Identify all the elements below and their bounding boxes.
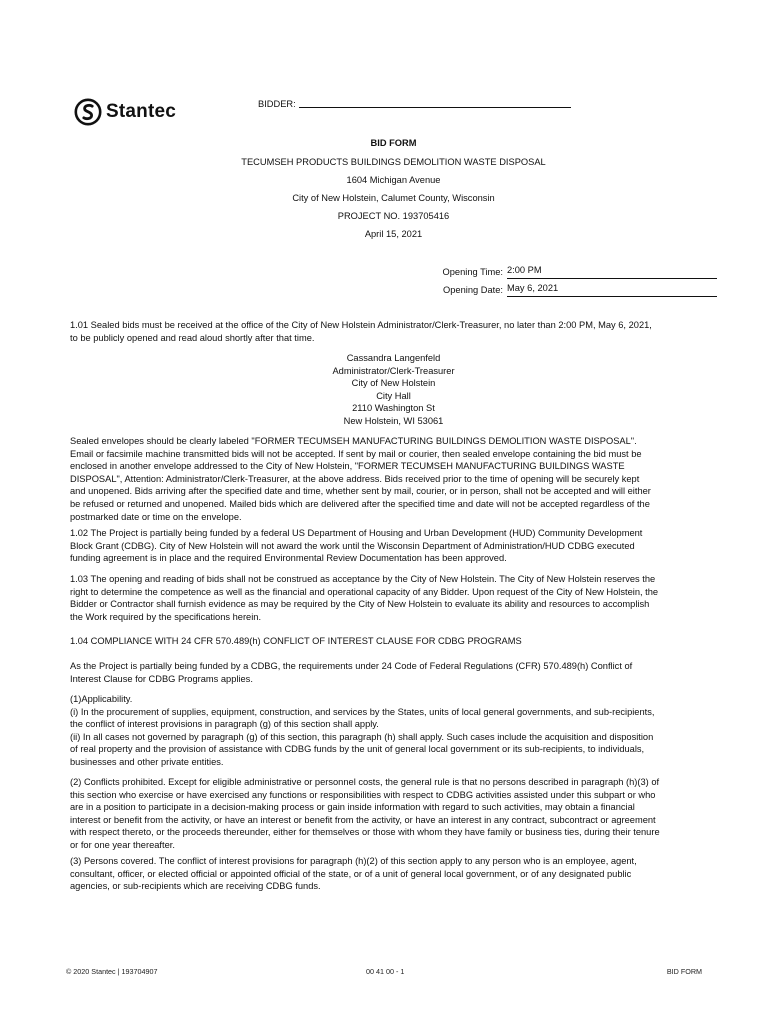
recipient-line: Cassandra Langenfeld (346, 353, 441, 363)
opening-date-label: Opening Date: (443, 285, 503, 295)
paragraph-line: are in a position to participate in a decision-making process or gain inside information with regard to such activities, may obtain a financial (70, 802, 635, 813)
paragraph-line: (3) Persons covered. The conflict of interest provisions for paragraph (h)(2) of this section apply to any person who is an employee, agent, (70, 856, 637, 866)
stantec-logo (74, 97, 176, 127)
recipient-line: City Hall (376, 390, 411, 401)
paragraph-line: postmarked date or time on the envelope. (70, 511, 242, 522)
logo-wordmark: Stantec (106, 101, 177, 122)
paragraph-line: Email or facsimile machine transmitted bids will not be accepted. If sent by mail or courier, then sealed envelope containing the bid must be (70, 448, 642, 459)
paragraph-line: be refused or returned and unopened. Mailed bids which are delivered after the specified time and date will not be accepted regardless of the (70, 498, 650, 509)
paragraph-line: businesses and other private entities. (70, 756, 224, 767)
footer-copyright: © 2020 Stantec | 193704907 (66, 967, 158, 976)
paragraph-line: right to determine the competence as well as the financial and operational capacity of any Bidder. Upon request of the City of New Holstein, the (70, 586, 659, 597)
paragraph-line: 1.03 The opening and reading of bids shall not be construed as acceptance by the City of New Holstein. The City of New Holstein reserves the (70, 574, 656, 584)
recipient-line: 2110 Washington St (352, 403, 435, 414)
paragraph-line: consultant, officer, or elected official or appointed official of the state, or of a unit of general local government, or of any designated public (70, 868, 632, 879)
paragraph-line: funding agreement is in place and the required Environmental Review Documentation has been approved. (70, 553, 507, 564)
project-number: PROJECT NO. 193705416 (337, 211, 450, 221)
paragraph-line: (ii) In all cases not governed by paragraph (g) of this section, this paragraph (h) shall apply. Such cases include the acquisition and disposition (70, 731, 654, 742)
footer-page-number: 00 41 00 - 1 (366, 967, 405, 976)
paragraph-line: this section who exercise or have exercised any functions or responsibilities with respect to CDBG activities assisted under this subpart or who (70, 789, 656, 800)
section-1-04-intro (70, 660, 718, 685)
opening-time-row (443, 264, 717, 279)
opening-date-row (443, 282, 717, 297)
page-title: BID FORM (370, 138, 417, 148)
paragraph-line: or for one year thereafter. (70, 839, 175, 850)
bidder-label: BIDDER: (258, 99, 296, 109)
paragraph-line: 1.02 The Project is partially being funded by a federal US Department of Housing and Urban Development (HUD) Community Development (70, 528, 643, 538)
paragraph-line: (2) Conflicts prohibited. Except for eligible administrative or personnel costs, the general rule is that no persons described in paragraph (h)(3) of (70, 777, 660, 787)
envelope-instructions (70, 435, 718, 523)
recipient-line: New Holstein, WI 53061 (343, 415, 444, 426)
footer-document-title: BID FORM (666, 967, 702, 976)
section-applicability (70, 693, 718, 769)
paragraph-line: Block Grant (CDBG). City of New Holstein will not award the work until the Wisconsin Department of Administration/HUD CDBG executed (70, 540, 635, 551)
document-date: April 15, 2021 (364, 229, 423, 239)
section-conflicts-prohibited (70, 776, 718, 852)
paragraph-line: As the Project is partially being funded by a CDBG, the requirements under 24 Code of Federal Regulations (CFR) 570.489(h) Conflict of (70, 661, 633, 671)
paragraph-line: with respect thereto, or the proceeds thereunder, either for themselves or those with whom they have family or business ties, during their tenure (70, 827, 660, 838)
opening-time-value: 2:00 PM (507, 264, 717, 279)
project-address: 1604 Michigan Avenue (346, 175, 441, 185)
section-1-02 (70, 527, 718, 565)
bidder-blank-line[interactable] (299, 98, 571, 108)
paragraph-line: the Work required by the specifications herein. (70, 611, 262, 622)
project-city: City of New Holstein, Calumet County, Wisconsin (292, 193, 495, 203)
paragraph-line: Bidder or Contractor shall furnish evidence as may be required by the City of New Holstein to evaluate its ability and resources to accomplish (70, 599, 650, 610)
paragraph-line: and unopened. Bids arriving after the specified date and time, whether sent by mail, courier, or in person, shall not be accepted and will either (70, 486, 651, 497)
paragraph-line: DISPOSAL", Attention: Administrator/Clerk-Treasurer, at the above address. Bids received prior to the time of opening will be securely kept (70, 473, 640, 484)
paragraph-line: enclosed in another envelope addressed to the City of New Holstein, "FORMER TECUMSEH MANUFACTURING BUILDINGS WASTE (70, 461, 625, 472)
paragraph-line: interest or benefit from the activity, or have an interest or benefit from the activity, or have an interest in any contract, subcontract or agreement (70, 814, 656, 825)
recipient-line: Administrator/Clerk-Treasurer (332, 365, 455, 376)
paragraph-line: to be publicly opened and read aloud shortly after that time. (70, 332, 315, 343)
section-1-03 (70, 573, 718, 623)
paragraph-line: Sealed envelopes should be clearly labeled "FORMER TECUMSEH MANUFACTURING BUILDINGS DEMOLITION WASTE DISPOSAL". (70, 436, 637, 446)
section-heading: 1.04 COMPLIANCE WITH 24 CFR 570.489(h) CONFLICT OF INTEREST CLAUSE FOR CDBG PROGRAMS (70, 636, 522, 646)
paragraph-line: 1.01 Sealed bids must be received at the office of the City of New Holstein Administrator/Clerk-Treasurer, no later than 2:00 PM, May 6, 2021, (70, 320, 652, 330)
stantec-s-logo-icon (74, 98, 102, 126)
paragraph-line: (i) In the procurement of supplies, equipment, construction, and services by the States, units of local general governments, and sub-recipients, (70, 706, 655, 717)
opening-date-value: May 6, 2021 (507, 282, 717, 297)
section-persons-covered (70, 855, 718, 893)
project-name: TECUMSEH PRODUCTS BUILDINGS DEMOLITION WASTE DISPOSAL (241, 157, 546, 167)
paragraph-line: Interest Clause for CDBG Programs applies. (70, 673, 253, 684)
paragraph-line: agencies, or sub-recipients which are receiving CDBG funds. (70, 881, 321, 892)
recipient-address (0, 352, 770, 428)
section-1-04-heading (70, 635, 718, 648)
paragraph-line: of real property and the provision of assistance with CDBG funds by the unit of general local government or its sub-recipients, to individuals, (70, 744, 645, 755)
recipient-line: City of New Holstein (351, 378, 436, 389)
section-1-01 (70, 319, 718, 344)
paragraph-line: (1)Applicability. (70, 694, 133, 704)
bidder-field (258, 98, 571, 111)
opening-time-label: Opening Time: (442, 267, 503, 277)
paragraph-line: the conflict of interest provisions in paragraph (g) of this section shall apply. (70, 719, 379, 730)
